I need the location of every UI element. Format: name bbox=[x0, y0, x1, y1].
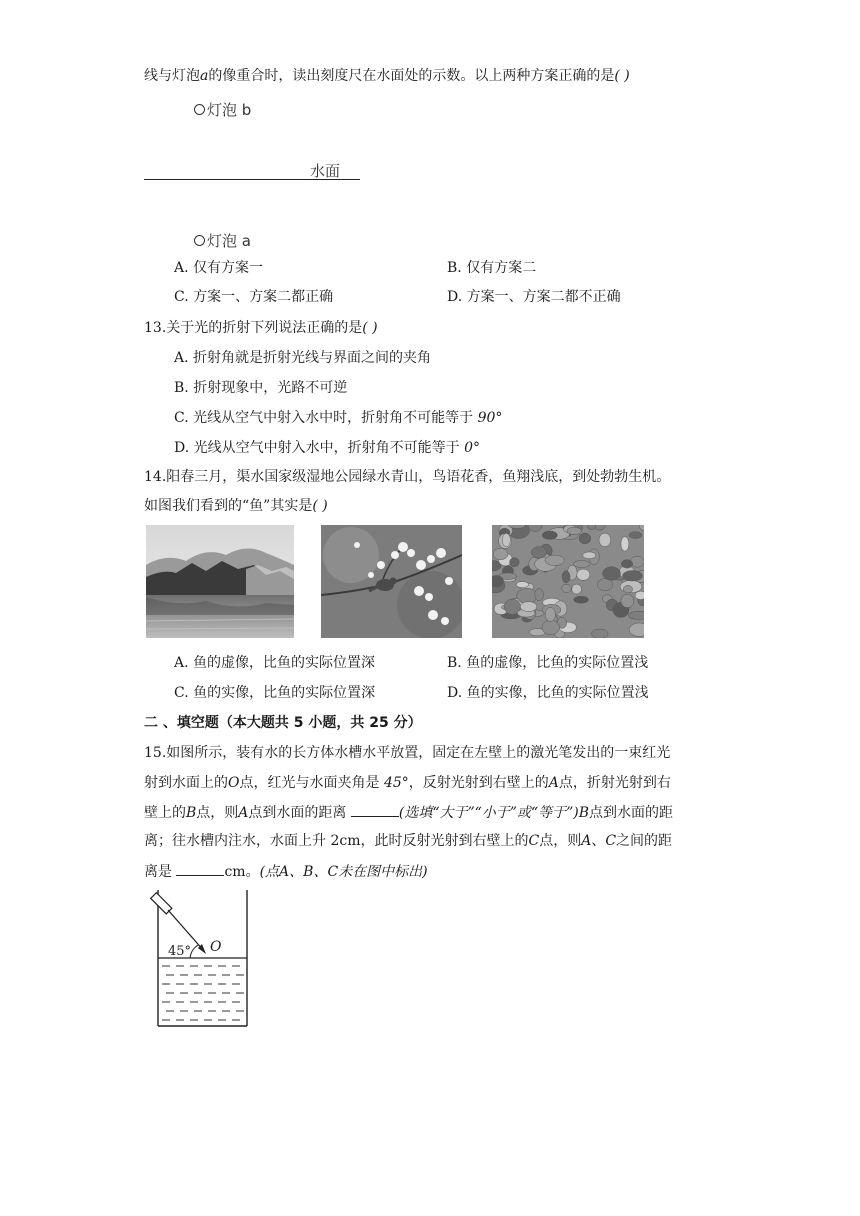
q14-stem-line2 bbox=[144, 496, 328, 516]
q12-text-b: 的像重合时，读出刻度尺在水面处的示数。以上两种方案正确的是 bbox=[208, 68, 615, 84]
q15-var-o: O bbox=[228, 775, 240, 791]
q15-line4 bbox=[144, 831, 672, 851]
q15-angle: 45° bbox=[383, 775, 409, 791]
q14-option-c[interactable]: C. 鱼的实像，比鱼的实际位置深 bbox=[174, 685, 376, 701]
q15-l4d: 之间的距 bbox=[616, 833, 673, 849]
q13-option-c-text: C. 光线从空气中射入水中时，折射角不可能等于 bbox=[174, 410, 478, 426]
q15-l5a: 离是 bbox=[144, 864, 177, 880]
bulb-b bbox=[194, 99, 251, 120]
q15-l4a: 离；往水槽内注水，水面上升 2cm，此时反射光射到右壁上的 bbox=[144, 833, 529, 849]
q15-var-a3: A bbox=[581, 833, 592, 849]
bulb-a bbox=[194, 230, 251, 251]
q15-line2 bbox=[144, 773, 671, 793]
q13-stem bbox=[144, 318, 378, 338]
q15-l4b: 点，则 bbox=[539, 833, 582, 849]
q13-option-b[interactable]: B. 折射现象中，光路不可逆 bbox=[174, 380, 348, 396]
q15-l5f: 未在图中标出) bbox=[338, 864, 428, 880]
q15-var-b2: B bbox=[578, 805, 590, 821]
point-o-label: O bbox=[210, 939, 222, 955]
flower-bird-photo bbox=[321, 525, 462, 638]
q15-l5e: 、 bbox=[313, 864, 328, 880]
q15-var-b: B bbox=[186, 805, 197, 821]
q15-l5b: cm。 bbox=[224, 864, 260, 880]
q15-l3c: 点到水面的距离 bbox=[248, 805, 351, 821]
q13-option-c[interactable] bbox=[174, 408, 502, 428]
water-hatching bbox=[162, 966, 244, 1020]
q15-line3 bbox=[144, 802, 673, 823]
q12-option-a[interactable]: A. 仅有方案一 bbox=[174, 260, 264, 276]
q14-option-a[interactable]: A. 鱼的虚像，比鱼的实际位置深 bbox=[174, 655, 376, 671]
q15-l3e: 点到水面的距 bbox=[589, 805, 674, 821]
q15-line5 bbox=[144, 861, 428, 882]
q15-l2c: ，反射光射到右壁上的 bbox=[408, 775, 549, 791]
q13-option-d-value: 0° bbox=[464, 440, 480, 456]
q15-l2b: 点，红光与水面夹角是 bbox=[239, 775, 384, 791]
q14-paren: ( ) bbox=[312, 498, 328, 514]
q15-l2a: 射到水面上的 bbox=[144, 775, 228, 791]
q15-l4c: 、 bbox=[591, 833, 606, 849]
q14-stem-line1: 14.阳春三月，渠水国家级湿地公园绿水青山，鸟语花香，鱼翔浅底，到处勃勃生机。 bbox=[144, 469, 671, 485]
q13-option-d-text: D. 光线从空气中射入水中，折射角不可能等于 bbox=[174, 440, 465, 456]
q15-l3a: 壁上的 bbox=[144, 805, 186, 821]
q13-paren: ( ) bbox=[362, 320, 378, 336]
q15-l3d: (选填“大于”“小于”或“等于”) bbox=[398, 805, 579, 821]
q15-l5-var-c: C bbox=[327, 864, 339, 880]
bulb-b-label: 灯泡 b bbox=[207, 101, 252, 119]
angle-arc bbox=[190, 945, 198, 958]
q12-paren: ( ) bbox=[614, 68, 630, 84]
bulb-b-icon bbox=[194, 104, 205, 115]
angle-label: 45° bbox=[168, 944, 192, 959]
q13-option-d[interactable] bbox=[174, 438, 480, 458]
section-2-title: 二 、填空题（本大题共 5 小题，共 25 分） bbox=[144, 715, 422, 731]
bulb-a-label: 灯泡 a bbox=[207, 232, 251, 250]
q15-blank-2[interactable] bbox=[176, 861, 224, 876]
q15-blank-1[interactable] bbox=[351, 802, 399, 817]
q14-option-d[interactable]: D. 鱼的实像，比鱼的实际位置浅 bbox=[447, 685, 649, 701]
q12-stem-tail bbox=[144, 66, 630, 86]
q15-l5-var-a: A bbox=[279, 864, 290, 880]
q15-var-a2: A bbox=[238, 805, 249, 821]
q13-stem-text: 13.关于光的折射下列说法正确的是 bbox=[144, 320, 363, 336]
q13-option-c-value: 90° bbox=[477, 410, 503, 426]
q14-option-b[interactable]: B. 鱼的虚像，比鱼的实际位置浅 bbox=[447, 655, 649, 671]
q15-l3b: 点，则 bbox=[196, 805, 239, 821]
q15-l5d: 、 bbox=[289, 864, 304, 880]
water-surface-line bbox=[144, 179, 360, 180]
q12-option-b[interactable]: B. 仅有方案二 bbox=[447, 260, 537, 276]
q12-var-a: a bbox=[200, 68, 209, 84]
q15-line1: 15.如图所示，装有水的长方体水槽水平放置，固定在左壁上的激光笔发出的一束红光 bbox=[144, 745, 671, 761]
q12-option-d[interactable]: D. 方案一、方案二都不正确 bbox=[447, 289, 621, 305]
q13-option-a[interactable]: A. 折射角就是折射光线与界面之间的夹角 bbox=[174, 350, 432, 366]
q15-l2d: 点，折射光射到右 bbox=[558, 775, 671, 791]
q15-var-c: C bbox=[528, 833, 540, 849]
pebbles-photo bbox=[492, 525, 644, 638]
bulb-a-icon bbox=[194, 235, 205, 246]
q15-l5-var-b: B bbox=[303, 864, 314, 880]
water-tank-figure bbox=[146, 888, 256, 1030]
q15-var-a: A bbox=[548, 775, 559, 791]
q15-l5c: (点 bbox=[259, 864, 280, 880]
q12-option-c[interactable]: C. 方案一、方案二都正确 bbox=[174, 289, 334, 305]
lake-photo bbox=[146, 525, 294, 638]
q15-var-c2: C bbox=[605, 833, 617, 849]
q14-stem-text: 如图我们看到的“鱼”其实是 bbox=[144, 498, 313, 514]
q12-text-a: 线与灯泡 bbox=[144, 68, 200, 84]
water-surface-label: 水面 bbox=[310, 162, 341, 180]
